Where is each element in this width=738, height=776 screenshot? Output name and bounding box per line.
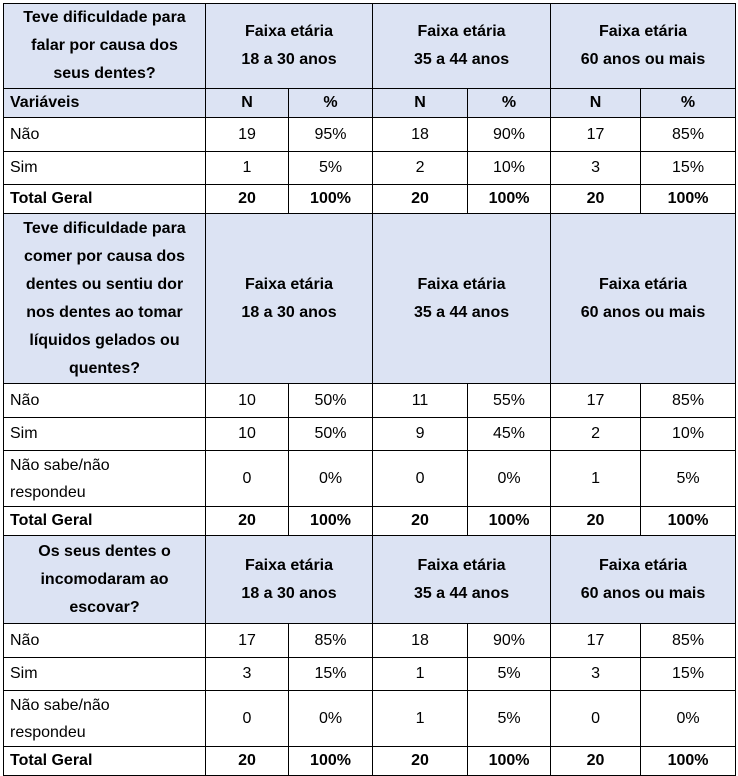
cell: 3 bbox=[551, 152, 641, 185]
row-label: Sim bbox=[4, 152, 206, 185]
age-group-header-35-44: Faixa etária 35 a 44 anos bbox=[373, 214, 551, 384]
cell: 18 bbox=[373, 624, 468, 658]
variables-header-row bbox=[4, 89, 736, 118]
cell: 1 bbox=[206, 152, 289, 185]
table-row bbox=[4, 384, 736, 418]
row-label: Sim bbox=[4, 658, 206, 691]
total-cell: 100% bbox=[289, 747, 373, 776]
total-row bbox=[4, 185, 736, 214]
age-group-header-60-plus: Faixa etária 60 anos ou mais bbox=[551, 214, 736, 384]
col-pct: % bbox=[641, 89, 736, 118]
age-group-header-18-30: Faixa etária 18 a 30 anos bbox=[206, 4, 373, 89]
col-pct: % bbox=[289, 89, 373, 118]
total-cell: 100% bbox=[289, 507, 373, 536]
cell: 3 bbox=[206, 658, 289, 691]
total-cell: 100% bbox=[641, 507, 736, 536]
cell: 17 bbox=[206, 624, 289, 658]
total-label: Total Geral bbox=[4, 507, 206, 536]
table-row bbox=[4, 118, 736, 152]
cell: 15% bbox=[641, 658, 736, 691]
total-cell: 20 bbox=[206, 747, 289, 776]
section-2-header bbox=[4, 214, 736, 384]
cell: 10 bbox=[206, 418, 289, 451]
cell: 0% bbox=[289, 691, 373, 747]
cell: 2 bbox=[373, 152, 468, 185]
col-n: N bbox=[206, 89, 289, 118]
col-pct: % bbox=[468, 89, 551, 118]
row-label: Não bbox=[4, 384, 206, 418]
cell: 0 bbox=[206, 451, 289, 507]
total-cell: 100% bbox=[641, 747, 736, 776]
question-2: Teve dificuldade para comer por causa dos dentes ou sentiu dor nos dentes ao tomar líquidos gelados ou quentes? bbox=[4, 214, 206, 384]
total-cell: 20 bbox=[373, 185, 468, 214]
total-row bbox=[4, 507, 736, 536]
cell: 11 bbox=[373, 384, 468, 418]
cell: 85% bbox=[641, 624, 736, 658]
col-n: N bbox=[373, 89, 468, 118]
cell: 55% bbox=[468, 384, 551, 418]
age-group-header-18-30: Faixa etária 18 a 30 anos bbox=[206, 214, 373, 384]
table-row bbox=[4, 658, 736, 691]
cell: 15% bbox=[289, 658, 373, 691]
cell: 0 bbox=[206, 691, 289, 747]
cell: 45% bbox=[468, 418, 551, 451]
total-label: Total Geral bbox=[4, 747, 206, 776]
question-3: Os seus dentes o incomodaram ao escovar? bbox=[4, 536, 206, 624]
cell: 3 bbox=[551, 658, 641, 691]
cell: 0% bbox=[289, 451, 373, 507]
age-group-header-60-plus: Faixa etária 60 anos ou mais bbox=[551, 4, 736, 89]
cell: 85% bbox=[641, 384, 736, 418]
cell: 0 bbox=[373, 451, 468, 507]
total-cell: 20 bbox=[206, 185, 289, 214]
cell: 1 bbox=[373, 691, 468, 747]
row-label: Sim bbox=[4, 418, 206, 451]
cell: 50% bbox=[289, 418, 373, 451]
total-cell: 20 bbox=[206, 507, 289, 536]
section-3-header bbox=[4, 536, 736, 624]
table-row bbox=[4, 624, 736, 658]
cell: 85% bbox=[289, 624, 373, 658]
cell: 90% bbox=[468, 118, 551, 152]
cell: 0% bbox=[641, 691, 736, 747]
age-group-header-60-plus: Faixa etária 60 anos ou mais bbox=[551, 536, 736, 624]
row-label: Não sabe/não respondeu bbox=[4, 451, 206, 507]
table-row bbox=[4, 691, 736, 747]
cell: 0% bbox=[468, 451, 551, 507]
total-row bbox=[4, 747, 736, 776]
col-n: N bbox=[551, 89, 641, 118]
table-row bbox=[4, 152, 736, 185]
age-group-header-35-44: Faixa etária 35 a 44 anos bbox=[373, 4, 551, 89]
variables-label: Variáveis bbox=[4, 89, 206, 118]
total-cell: 100% bbox=[468, 185, 551, 214]
survey-table bbox=[3, 3, 736, 776]
total-cell: 20 bbox=[373, 507, 468, 536]
cell: 17 bbox=[551, 384, 641, 418]
cell: 1 bbox=[373, 658, 468, 691]
total-cell: 100% bbox=[468, 747, 551, 776]
cell: 90% bbox=[468, 624, 551, 658]
row-label: Não sabe/não respondeu bbox=[4, 691, 206, 747]
section-1-header bbox=[4, 4, 736, 89]
cell: 10% bbox=[468, 152, 551, 185]
cell: 17 bbox=[551, 624, 641, 658]
cell: 95% bbox=[289, 118, 373, 152]
row-label: Não bbox=[4, 118, 206, 152]
cell: 17 bbox=[551, 118, 641, 152]
total-label: Total Geral bbox=[4, 185, 206, 214]
cell: 9 bbox=[373, 418, 468, 451]
total-cell: 20 bbox=[551, 507, 641, 536]
cell: 18 bbox=[373, 118, 468, 152]
age-group-header-35-44: Faixa etária 35 a 44 anos bbox=[373, 536, 551, 624]
table-row bbox=[4, 418, 736, 451]
total-cell: 20 bbox=[551, 185, 641, 214]
total-cell: 100% bbox=[289, 185, 373, 214]
cell: 10% bbox=[641, 418, 736, 451]
cell: 85% bbox=[641, 118, 736, 152]
question-1: Teve dificuldade para falar por causa dos seus dentes? bbox=[4, 4, 206, 89]
cell: 10 bbox=[206, 384, 289, 418]
cell: 15% bbox=[641, 152, 736, 185]
total-cell: 20 bbox=[373, 747, 468, 776]
total-cell: 100% bbox=[468, 507, 551, 536]
cell: 0 bbox=[551, 691, 641, 747]
cell: 5% bbox=[641, 451, 736, 507]
row-label: Não bbox=[4, 624, 206, 658]
cell: 1 bbox=[551, 451, 641, 507]
cell: 50% bbox=[289, 384, 373, 418]
cell: 5% bbox=[468, 658, 551, 691]
cell: 2 bbox=[551, 418, 641, 451]
table-row bbox=[4, 451, 736, 507]
total-cell: 100% bbox=[641, 185, 736, 214]
cell: 5% bbox=[289, 152, 373, 185]
total-cell: 20 bbox=[551, 747, 641, 776]
cell: 19 bbox=[206, 118, 289, 152]
cell: 5% bbox=[468, 691, 551, 747]
age-group-header-18-30: Faixa etária 18 a 30 anos bbox=[206, 536, 373, 624]
